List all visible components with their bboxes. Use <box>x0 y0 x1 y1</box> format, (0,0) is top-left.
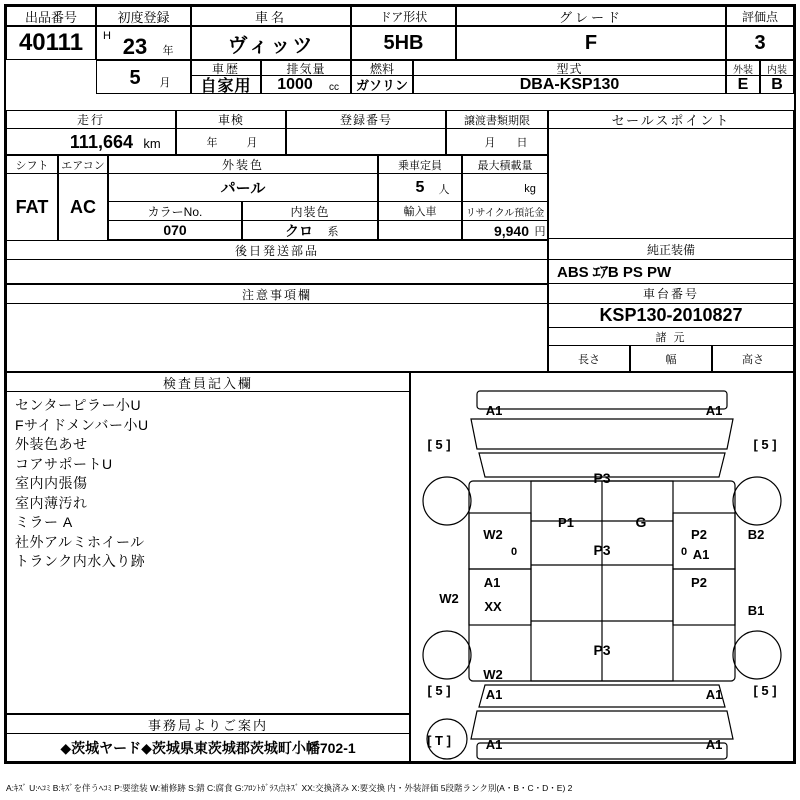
inspector-line: 外装色あせ <box>15 436 88 452</box>
first-reg-label: 初度登録 <box>96 6 191 26</box>
first-reg-era: H <box>103 30 111 42</box>
later-parts-label: 後日発送部品 <box>6 240 548 260</box>
inspector-line: トランク内水入り跡 <box>15 553 146 569</box>
mark-b2: B2 <box>747 526 765 542</box>
color-no-label: カラーNo. <box>108 202 242 221</box>
int-color-cell <box>242 221 378 240</box>
lot-no-value: 40111 <box>6 26 96 60</box>
inspector-line: センターピラー小U <box>15 397 142 413</box>
fuel-value: ガソリン <box>351 76 413 94</box>
reg-no-cell <box>286 129 446 155</box>
caution-label: 注意事項欄 <box>6 284 548 304</box>
shift-value: FAT <box>6 174 58 240</box>
mileage-value: 111,664 <box>69 131 133 152</box>
mark-a1-left-mid: A1 <box>483 574 501 590</box>
width-label: 幅 <box>630 346 712 372</box>
seats-cell <box>378 174 462 202</box>
import-label: 輸入車 <box>378 202 462 221</box>
first-reg-month: 5 <box>129 66 141 89</box>
inspector-line: 室内薄汚れ <box>15 494 88 511</box>
lot-no-label: 出品番号 <box>6 6 96 26</box>
transfer-label: 譲渡書類期限 <box>446 110 548 129</box>
transfer-month-unit: 月 <box>484 137 496 149</box>
ext-color-label: 外装色 <box>108 155 378 174</box>
sales-point-area <box>548 129 794 239</box>
inspector-line: ミラー A <box>15 514 73 530</box>
door-label: ドア形状 <box>351 6 456 26</box>
inspector-title: 検査員記入欄 <box>6 372 410 392</box>
car-diagram-svg <box>411 373 793 761</box>
genuine-value: ABS ｴｱB PS PW <box>548 260 794 284</box>
recycle-value: 9,940 <box>493 222 529 239</box>
height-label: 高さ <box>712 346 794 372</box>
int-grade-label: 内装 <box>760 60 794 76</box>
inspector-line: Fサイドメンバー小U <box>15 416 149 433</box>
mark-right-5-lower: [ 5 ] <box>753 682 777 698</box>
mark-xx: XX <box>484 598 502 614</box>
import-cell <box>378 221 462 240</box>
displacement-label: 排気量 <box>261 60 351 76</box>
first-reg-value <box>96 26 191 60</box>
inspector-line: コアサポートU <box>15 455 113 472</box>
mark-g: G <box>635 514 647 530</box>
seats-unit: 人 <box>438 184 450 196</box>
later-parts-area <box>6 260 548 284</box>
mark-top-right: A1 <box>705 402 723 418</box>
ext-grade-value: E <box>726 76 760 94</box>
shaken-label: 車検 <box>176 110 286 129</box>
sales-point-label: セールスポイント <box>548 110 794 129</box>
shaken-year-unit: 年 <box>206 137 218 149</box>
office-title: 事務局よりご案内 <box>6 714 410 734</box>
ext-color-value: パール <box>108 174 378 202</box>
mark-zero-right: 0 <box>680 546 688 558</box>
aircon-value: AC <box>58 174 108 240</box>
mark-zero-left: 0 <box>510 546 518 558</box>
int-color-suffix: 系 <box>327 226 339 238</box>
grade-label: グレード <box>456 6 726 26</box>
reg-no-label: 登録番号 <box>286 110 446 129</box>
chassis-label: 車台番号 <box>548 284 794 304</box>
seats-value: 5 <box>415 179 425 196</box>
car-damage-diagram <box>410 372 794 762</box>
displacement-value-cell <box>261 76 351 94</box>
mark-p1: P1 <box>558 514 574 530</box>
color-no-value: 070 <box>108 221 242 240</box>
mark-w2-left-outer: W2 <box>439 590 459 606</box>
recycle-cell <box>462 221 548 240</box>
grade-value: F <box>456 26 726 60</box>
shaken-month-unit: 月 <box>246 137 258 149</box>
first-reg-year-unit: 年 <box>162 45 174 57</box>
int-color-value: クロ <box>285 222 313 239</box>
maxload-unit: kg <box>524 183 536 195</box>
inspector-line: 社外アルミホイール <box>15 533 145 550</box>
displacement-unit: cc <box>329 81 339 93</box>
mark-right-5-upper: [ 5 ] <box>753 436 777 452</box>
recycle-unit: 円 <box>534 226 546 238</box>
legend-text: A:ｷｽﾞ U:ﾍｺﾐ B:ｷｽﾞを伴うﾍｺﾐ P:要塗装 W:補修跡 S:錆 C:腐食 G:ﾌﾛﾝﾄｶﾞﾗｽ点ｷｽﾞ XX:交換済み X:要交換 内・外装評価 5段階ランク別(A・B・C・D・E) 2 <box>6 783 573 793</box>
mark-bot-a1-left: A1 <box>485 736 503 752</box>
mark-w2-left-upper: W2 <box>483 526 503 542</box>
displacement-value: 1000 <box>277 76 313 93</box>
ext-grade-label: 外装 <box>726 60 760 76</box>
door-value: 5HB <box>351 26 456 60</box>
caution-area <box>6 304 548 372</box>
int-color-label: 内装色 <box>242 202 378 221</box>
car-name-value: ヴィッツ <box>191 26 351 60</box>
mark-b1: B1 <box>747 602 765 618</box>
score-value: 3 <box>726 26 794 60</box>
mark-a1-right-mid: A1 <box>692 546 710 562</box>
mark-a1-bottom-right: A1 <box>705 686 723 702</box>
mark-left-5-upper: [ 5 ] <box>427 436 451 452</box>
mileage-unit: km <box>143 135 161 151</box>
genuine-label: 純正装備 <box>548 239 794 260</box>
history-label: 車歴 <box>191 60 261 76</box>
mark-bot-a1-right: A1 <box>705 736 723 752</box>
dimension-label: 諸 元 <box>548 328 794 346</box>
mark-t: [ T ] <box>427 732 451 748</box>
fuel-label: 燃料 <box>351 60 413 76</box>
length-label: 長さ <box>548 346 630 372</box>
recycle-label: リサイクル預託金 <box>462 202 548 221</box>
transfer-day-unit: 日 <box>516 137 528 149</box>
maxload-label: 最大積載量 <box>462 155 548 174</box>
mileage-label: 走行 <box>6 110 176 129</box>
mark-hood: P3 <box>593 470 611 486</box>
mark-left-5-lower: [ 5 ] <box>427 682 451 698</box>
first-reg-month-unit: 月 <box>159 77 171 89</box>
seats-label: 乗車定員 <box>378 155 462 174</box>
first-reg-month-cell <box>96 60 191 94</box>
transfer-cell <box>446 129 548 155</box>
inspector-line: 室内内張傷 <box>15 475 88 491</box>
score-label: 評価点 <box>726 6 794 26</box>
mark-trunk: P3 <box>593 642 611 658</box>
model-label: 型式 <box>413 60 726 76</box>
aircon-label: エアコン <box>58 155 108 174</box>
mark-top-left: A1 <box>485 402 503 418</box>
shaken-cell <box>176 129 286 155</box>
model-value: DBA-KSP130 <box>413 76 726 94</box>
mark-p2-right-upper: P2 <box>691 526 707 542</box>
shift-label: シフト <box>6 155 58 174</box>
mileage-cell <box>6 129 176 155</box>
mark-roof: P3 <box>593 542 611 558</box>
inspector-notes <box>6 392 410 714</box>
mark-a1-bottom-left: A1 <box>485 686 503 702</box>
int-grade-value: B <box>760 76 794 94</box>
chassis-value: KSP130-2010827 <box>548 304 794 328</box>
car-name-label: 車名 <box>191 6 351 26</box>
mark-w2-left-lower: W2 <box>483 666 503 682</box>
maxload-cell <box>462 174 548 202</box>
first-reg-year: 23 <box>122 34 148 59</box>
history-value: 自家用 <box>191 76 261 94</box>
office-text: ◆茨城ヤード◆茨城県東茨城郡茨城町小幡702-1 <box>6 734 410 762</box>
mark-p2-right-lower: P2 <box>691 574 707 590</box>
